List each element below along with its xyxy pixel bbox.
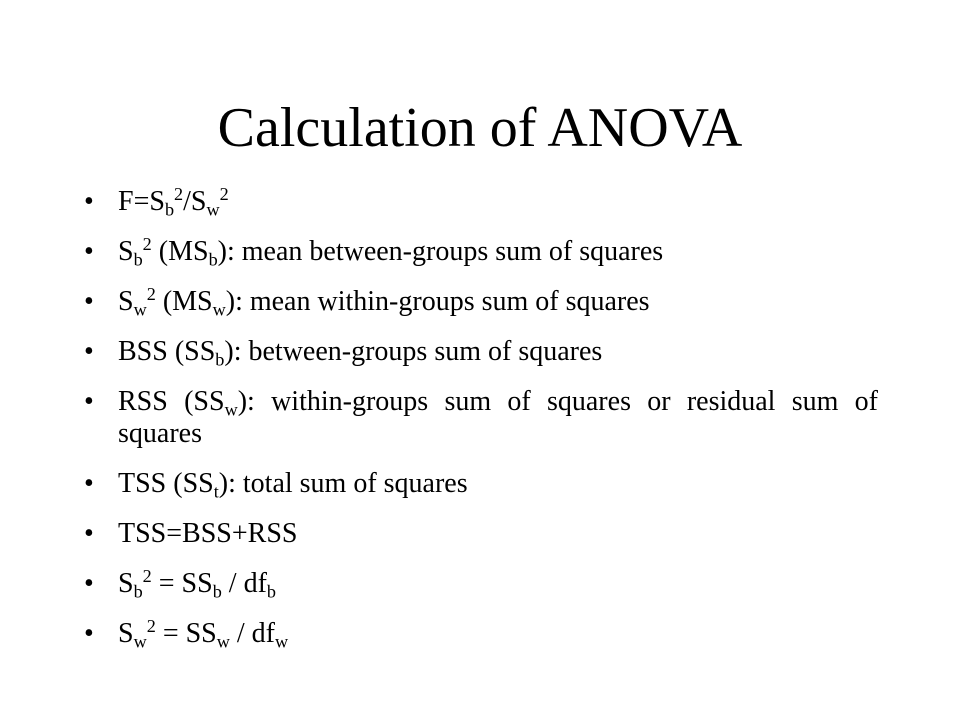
bullet-dot-icon: • (84, 518, 94, 549)
subscript: w (133, 631, 147, 652)
text-run: ): total sum of squares (218, 468, 468, 499)
subscript: w (133, 299, 147, 320)
bullet-dot-icon: • (84, 336, 94, 367)
subscript: w (224, 399, 238, 420)
subscript: b (212, 581, 222, 602)
text-run: BSS (SS (118, 336, 216, 367)
bullet-list (84, 186, 878, 668)
text-run: S (118, 618, 134, 649)
text-run: (MS (155, 286, 213, 317)
text-run: = SS (151, 568, 213, 599)
text-run: ): mean within-groups sum of squares (225, 286, 650, 317)
subscript: b (164, 199, 175, 220)
subscript: w (212, 299, 226, 320)
subscript: b (215, 349, 225, 370)
text-run: ): within-groups sum of squares or residual sum of squares (118, 386, 878, 449)
subscript: b (208, 249, 218, 270)
bullet-item-bss-definition (84, 336, 878, 368)
text-run: TSS (SS (118, 468, 214, 499)
bullet-text (118, 566, 276, 602)
bullet-text (118, 184, 229, 220)
bullet-item-tss-definition (84, 468, 878, 500)
subscript: w (216, 631, 230, 652)
bullet-dot-icon: • (84, 236, 94, 267)
bullet-dot-icon: • (84, 386, 94, 417)
subscript: w (206, 199, 220, 220)
subscript: b (133, 249, 143, 270)
bullet-item-f-ratio (84, 186, 878, 218)
slide-title: Calculation of ANOVA (217, 97, 743, 159)
text-run: F=S (118, 186, 165, 217)
superscript: 2 (146, 284, 156, 304)
bullet-text (118, 386, 878, 449)
bullet-dot-icon: • (84, 286, 94, 317)
subscript: w (275, 631, 289, 652)
text-run: ): mean between-groups sum of squares (217, 236, 664, 267)
text-run: S (118, 236, 134, 267)
superscript: 2 (219, 184, 229, 204)
text-run: RSS (SS (118, 386, 225, 417)
text-run: S (118, 286, 134, 317)
text-run: ): between-groups sum of squares (224, 336, 603, 367)
text-run: TSS=BSS+RSS (118, 518, 298, 549)
superscript: 2 (142, 234, 152, 254)
bullet-text (118, 336, 603, 370)
subscript: b (266, 581, 276, 602)
bullet-item-sw2-definition (84, 286, 878, 318)
text-run: S (118, 568, 134, 599)
subscript: t (213, 481, 219, 502)
bullet-item-sw2-formula (84, 618, 878, 650)
bullet-item-sb2-formula (84, 568, 878, 600)
bullet-item-tss-equation (84, 518, 878, 550)
bullet-dot-icon: • (84, 568, 94, 599)
text-run: / df (221, 568, 267, 599)
bullet-item-rss-definition (84, 386, 878, 450)
text-run: (MS (151, 236, 209, 267)
subscript: b (133, 581, 143, 602)
bullet-dot-icon: • (84, 186, 94, 217)
text-run: /S (183, 186, 207, 217)
text-run: = SS (155, 618, 217, 649)
bullet-item-sb2-definition (84, 236, 878, 268)
bullet-text (118, 518, 297, 549)
superscript: 2 (142, 566, 152, 586)
bullet-text (118, 234, 664, 270)
bullet-text (118, 284, 650, 320)
bullet-dot-icon: • (84, 468, 94, 499)
text-run: / df (229, 618, 275, 649)
bullet-text (118, 468, 468, 502)
superscript: 2 (174, 184, 184, 204)
superscript: 2 (146, 616, 156, 636)
bullet-text (118, 616, 289, 652)
bullet-dot-icon: • (84, 618, 94, 649)
